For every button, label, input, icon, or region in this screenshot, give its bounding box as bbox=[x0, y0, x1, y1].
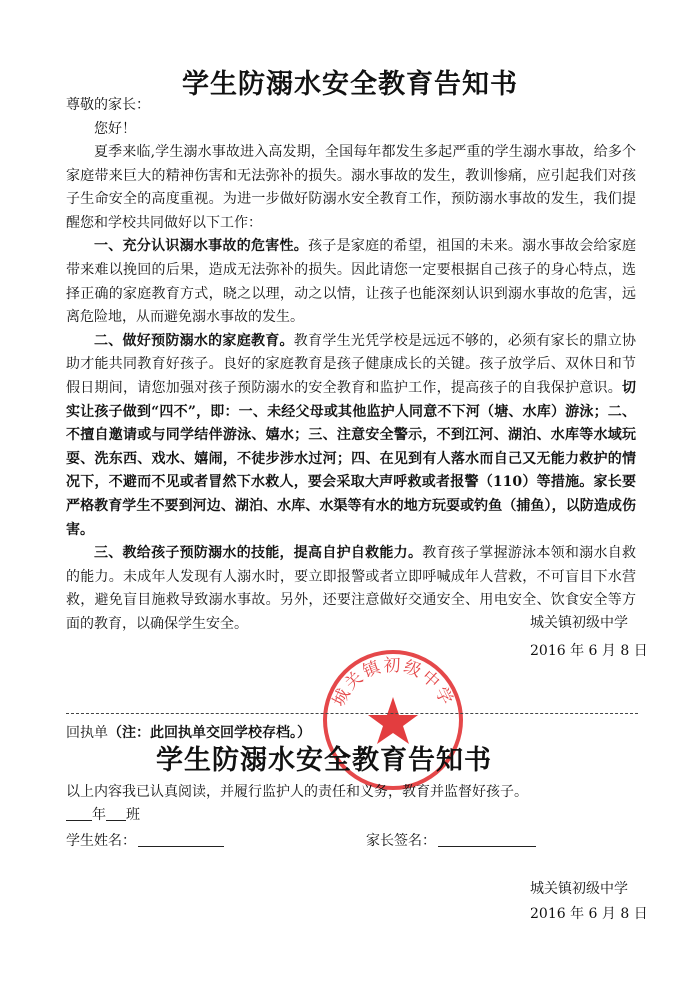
receipt-label: 回执单 bbox=[66, 725, 108, 741]
page-title: 学生防溺水安全教育告知书 bbox=[182, 69, 518, 100]
stamp-text: 城关镇初级中学 bbox=[329, 655, 457, 710]
section-2-text: 教育学生光凭学校是远远不够的，必须有家长的鼎立协助才能共同教育好孩子。良好的家庭教育是孩子健康成长的关键。孩子放学后、双休日和节假日期间，请您加强对孩子预防溺水的安全教育和监护工作，提高孩子的自我保护意识。 bbox=[66, 332, 637, 396]
receipt-note: （注：此回执单交回学校存档。） bbox=[108, 725, 311, 741]
signature-date: 2016 年 6 月 8 日 bbox=[530, 643, 648, 659]
receipt-date: 2016 年 6 月 8 日 bbox=[530, 906, 648, 922]
student-name-line bbox=[66, 830, 224, 853]
class-label: 班 bbox=[126, 807, 140, 823]
class-blank[interactable] bbox=[106, 806, 126, 821]
section-1-heading: 一、充分认识溺水事故的危害性。 bbox=[94, 238, 309, 255]
notice-body bbox=[66, 141, 636, 636]
section-1 bbox=[66, 235, 636, 329]
section-2-heading: 二、做好预防溺水的家庭教育。 bbox=[94, 332, 294, 349]
receipt-statement: 以上内容我已认真阅读，并履行监护人的责任和义务，教育并监督好孩子。 bbox=[66, 784, 528, 800]
student-name-field[interactable] bbox=[138, 832, 224, 847]
grade-blank[interactable] bbox=[66, 806, 92, 821]
hello-line: 您好！ bbox=[94, 121, 136, 137]
star-icon bbox=[368, 697, 418, 744]
section-2 bbox=[66, 330, 636, 542]
section-3-text: 教育孩子掌握游泳本领和溺水自救的能力。未成年人发现有人溺水时，要立即报警或者立即呼喊成年人营救，不可盲目下水营救，避免盲目施救导致溺水事故。另外，还要注意做好交通安全、用电安全、饮食安全等方面的教育，以确保学生安全。 bbox=[66, 545, 637, 632]
intro-paragraph: 夏季来临,学生溺水事故进入高发期，全国每年都发生多起严重的学生溺水事故，给多个家庭带来巨大的精神伤害和无法弥补的损失。溺水事故的发生，教训惨痛，应引起我们对孩子生命安全的高度重视。为进一步做好防溺水安全教育工作，预防溺水事故的发生，我们提醒您和学校共同做好以下工作： bbox=[66, 144, 636, 231]
school-signature: 城关镇初级中学 bbox=[530, 615, 628, 631]
receipt-title: 学生防溺水安全教育告知书 bbox=[156, 745, 492, 776]
student-name-label: 学生姓名： bbox=[66, 833, 136, 849]
cut-line-divider bbox=[66, 713, 638, 714]
grade-class-line bbox=[66, 804, 140, 827]
section-3-heading: 三、教给孩子预防溺水的技能，提高自护自救能力。 bbox=[94, 545, 423, 562]
greeting: 尊敬的家长： bbox=[66, 97, 150, 113]
receipt-school: 城关镇初级中学 bbox=[530, 881, 628, 897]
parent-signature-field[interactable] bbox=[438, 832, 536, 847]
parent-signature-line bbox=[366, 830, 536, 853]
parent-signature-label: 家长签名： bbox=[366, 833, 436, 849]
section-1-text: 孩子是家庭的希望，祖国的未来。溺水事故会给家庭带来难以挽回的后果，造成无法弥补的损失。因此请您一定要根据自己孩子的身心特点，选择正确的家庭教育方式，晓之以理，动之以情，让孩子也能深刻认识到溺水事故的危害，远离危险地，从而避免溺水事故的发生。 bbox=[66, 238, 637, 326]
grade-label: 年 bbox=[92, 807, 106, 823]
section-2-rules: 切实让孩子做到“四不”，即：一、未经父母或其他监护人同意不下河（塘、水库）游泳；二、不擅自邀请或与同学结伴游泳、嬉水；三、注意安全警示，不到江河、湖泊、水库等水域玩耍、洗东西、戏水、嬉闹，不徒步涉水过河；四、在见到有人落水而自己又无能力救护的情况下，不避而不见或者冒然下水救人，要会采取大声呼救或者报警（110）等措施。家长要严格教育学生不要到河边、湖泊、水库、水渠等有水的地方玩耍或钓鱼（捕鱼），以防造成伤害。 bbox=[66, 379, 636, 538]
